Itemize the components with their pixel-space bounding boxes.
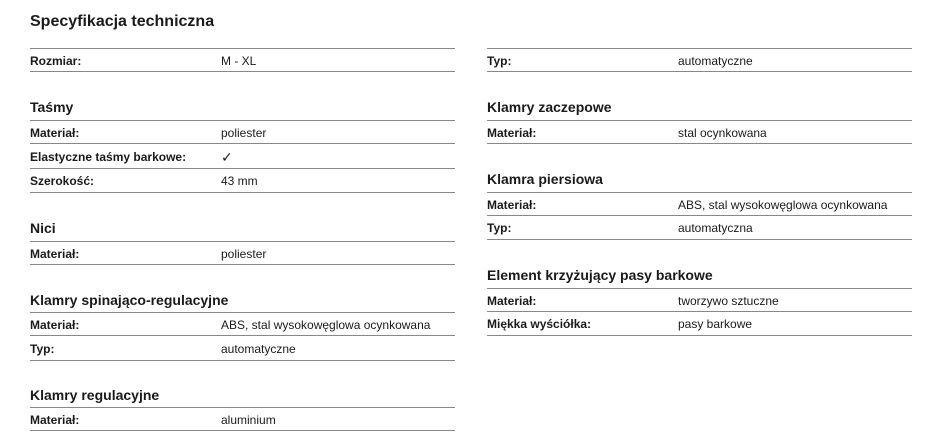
checkmark-icon: ✓: [221, 149, 233, 165]
spec-row-adjustment-material: [30, 407, 455, 431]
group-title-fastening-buckles: Klamry spinająco-regulacyjne: [30, 292, 229, 308]
group-title-straps: Taśmy: [30, 99, 74, 115]
spec-row-soft-padding: [487, 312, 912, 336]
spec-row-fastening-type: [30, 337, 455, 361]
spec-value: aluminium: [221, 413, 276, 427]
spec-row-straps-material: [30, 120, 455, 144]
spec-row-elastic-straps: [30, 145, 455, 169]
spec-value: automatyczna: [678, 221, 753, 235]
spec-label: Typ:: [30, 342, 55, 356]
spec-label: Materiał:: [487, 126, 537, 140]
spec-row-width: [30, 169, 455, 193]
spec-row-cross-material: [487, 288, 912, 312]
group-title-adjustment-buckles: Klamry regulacyjne: [30, 387, 160, 403]
spec-value: M - XL: [221, 54, 257, 68]
group-title-chest-buckle: Klamra piersiowa: [487, 171, 603, 187]
spec-row-size: [30, 48, 455, 72]
spec-value: ABS, stal wysokowęglowa ocynkowana: [678, 198, 888, 212]
spec-row-type: [487, 48, 912, 72]
spec-value: 43 mm: [221, 174, 258, 188]
spec-value: automatyczne: [678, 54, 753, 68]
spec-value: tworzywo sztuczne: [678, 294, 779, 308]
spec-value: pasy barkowe: [678, 317, 753, 331]
spec-label: Materiał:: [30, 247, 80, 261]
spec-label: Miękka wyściółka:: [487, 317, 592, 331]
spec-label: Rozmiar:: [30, 54, 82, 68]
spec-value: ABS, stal wysokowęglowa ocynkowana: [221, 318, 431, 332]
spec-label: Elastyczne taśmy barkowe:: [30, 150, 187, 164]
spec-row-hook-material: [487, 120, 912, 144]
spec-label: Typ:: [487, 54, 512, 68]
spec-label: Materiał:: [487, 294, 537, 308]
spec-value: automatyczne: [221, 342, 296, 356]
spec-label: Szerokość:: [30, 174, 95, 188]
spec-label: Materiał:: [30, 126, 80, 140]
spec-row-threads-material: [30, 241, 455, 265]
spec-value: poliester: [221, 247, 267, 261]
spec-value: poliester: [221, 126, 267, 140]
spec-row-fastening-material: [30, 312, 455, 336]
group-title-hook-buckles: Klamry zaczepowe: [487, 99, 612, 115]
spec-label: Typ:: [487, 221, 512, 235]
spec-value: stal ocynkowana: [678, 126, 767, 140]
spec-row-chest-material: [487, 192, 912, 216]
spec-label: Materiał:: [30, 318, 80, 332]
group-title-cross-element: Element krzyżujący pasy barkowe: [487, 267, 713, 283]
spec-label: Materiał:: [30, 413, 80, 427]
spec-label: Materiał:: [487, 198, 537, 212]
group-title-threads: Nici: [30, 220, 56, 236]
spec-row-chest-type: [487, 216, 912, 240]
page-title: Specyfikacja techniczna: [30, 13, 215, 30]
